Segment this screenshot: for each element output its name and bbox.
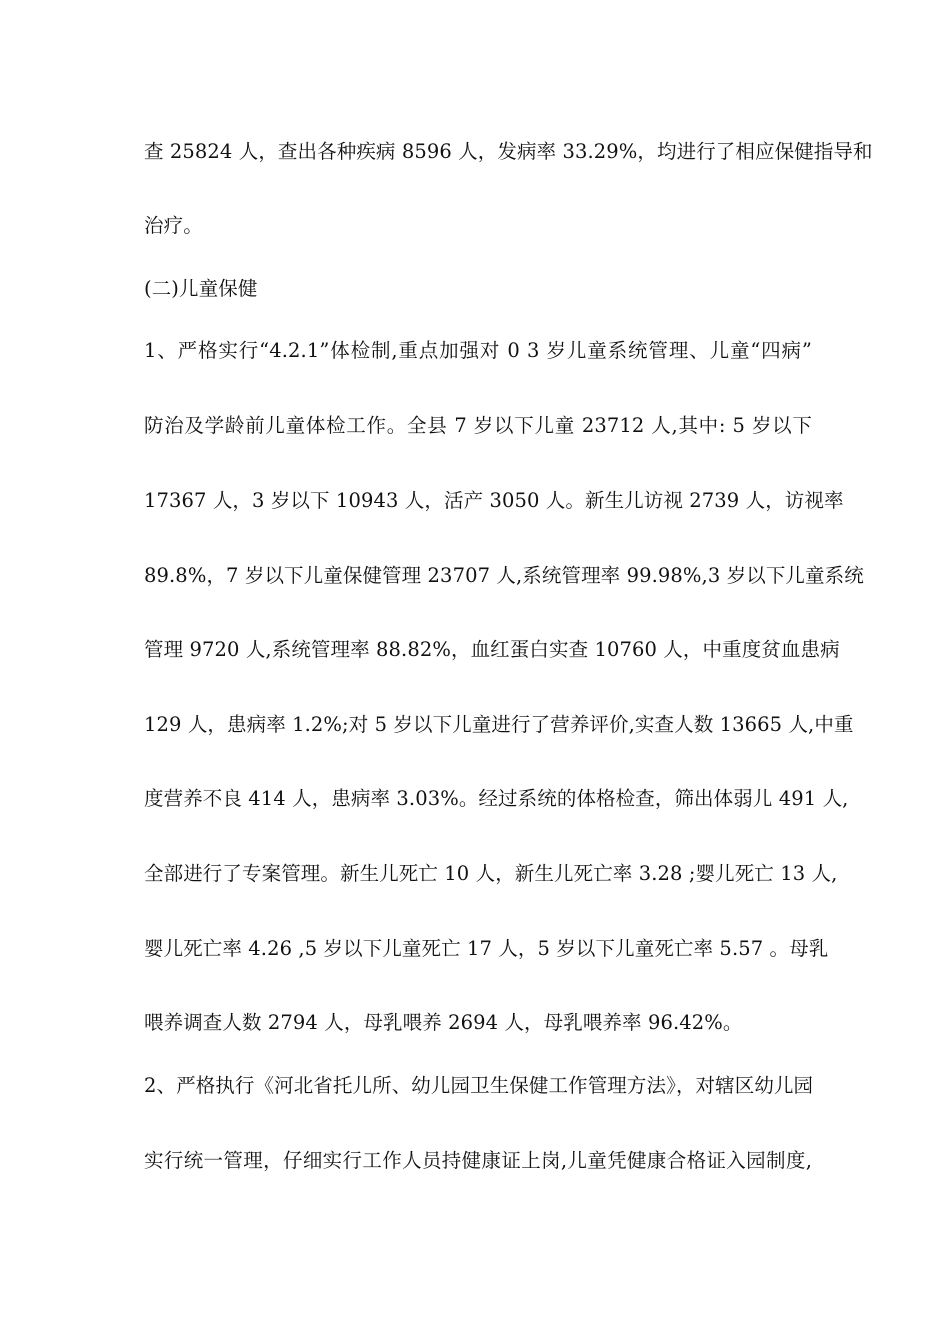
paragraph-line: 89.8%，7 岁以下儿童保健管理 23707 人,系统管理率 99.98%,3 岁以下儿童系统 — [144, 564, 864, 587]
paragraph-line: 1、严格实行“4.2.1”体检制,重点加强对 0 3 岁儿童系统管理、儿童“四病” — [144, 339, 812, 362]
section-heading: (二)儿童保健 — [144, 277, 258, 300]
paragraph-line: 17367 人，3 岁以下 10943 人，活产 3050 人。新生儿访视 2739 人，访视率 — [144, 489, 844, 512]
paragraph-line: 治疗。 — [144, 214, 203, 237]
paragraph-line: 129 人，患病率 1.2%;对 5 岁以下儿童进行了营养评价,实查人数 13665 人,中重 — [144, 713, 854, 736]
paragraph-line: 查 25824 人，查出各种疾病 8596 人，发病率 33.29%，均进行了相应保健指导和 — [144, 140, 873, 163]
paragraph-line: 婴儿死亡率 4.26 ,5 岁以下儿童死亡 17 人，5 岁以下儿童死亡率 5.57 。母乳 — [144, 937, 829, 960]
paragraph-line: 防治及学龄前儿童体检工作。全县 7 岁以下儿童 23712 人,其中: 5 岁以下 — [144, 414, 812, 437]
paragraph-line: 全部进行了专案管理。新生儿死亡 10 人，新生儿死亡率 3.28 ;婴儿死亡 13 人, — [144, 862, 838, 885]
paragraph-line: 实行统一管理，仔细实行工作人员持健康证上岗,儿童凭健康合格证入园制度, — [144, 1149, 812, 1172]
paragraph-line: 喂养调查人数 2794 人，母乳喂养 2694 人，母乳喂养率 96.42%。 — [144, 1011, 743, 1034]
paragraph-line: 度营养不良 414 人，患病率 3.03%。经过系统的体格检查，筛出体弱儿 491 人, — [144, 787, 849, 810]
paragraph-line: 2、严格执行《河北省托儿所、幼儿园卫生保健工作管理方法》，对辖区幼儿园 — [144, 1074, 814, 1097]
paragraph-line: 管理 9720 人,系统管理率 88.82%，血红蛋白实查 10760 人，中重度贫血患病 — [144, 638, 840, 661]
